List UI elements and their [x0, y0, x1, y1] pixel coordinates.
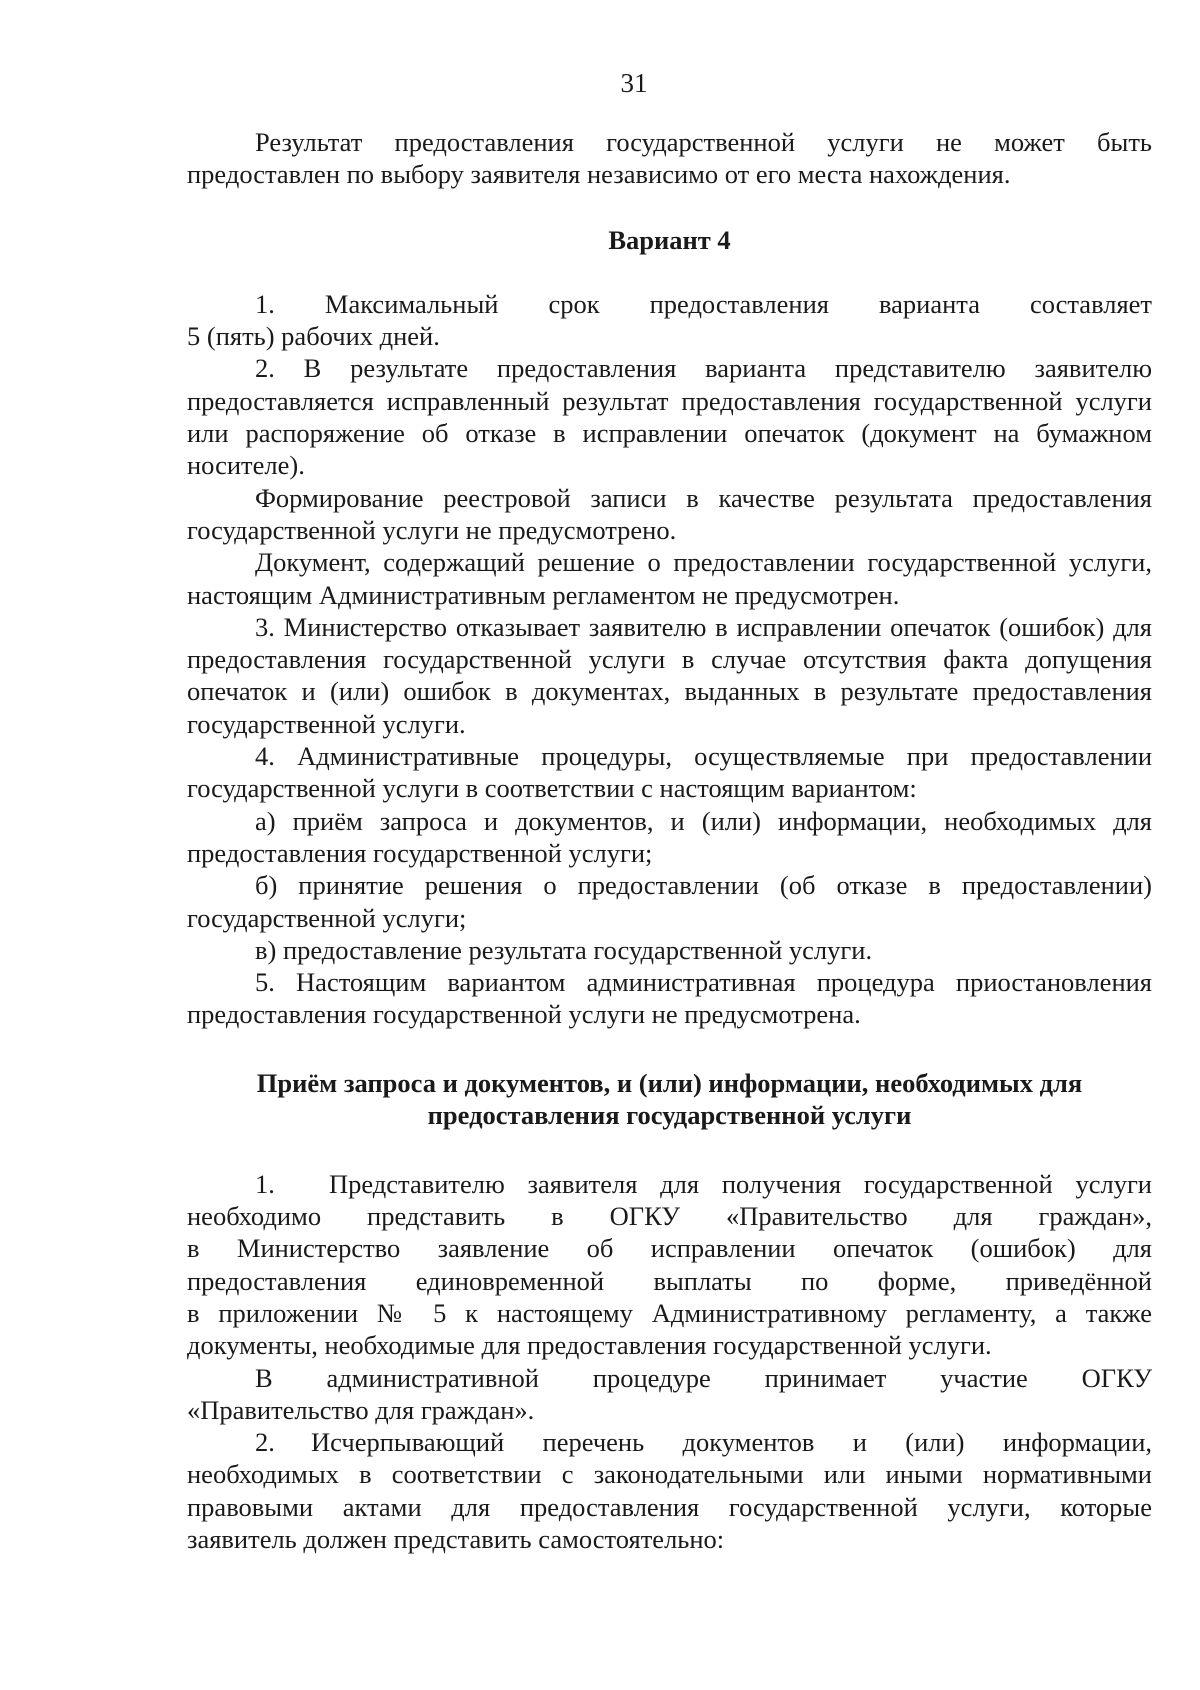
variant-subitem-v: в) предоставление результата государственной услуги. — [255, 934, 873, 965]
variant-item-1-number: 1. — [255, 288, 275, 319]
section-item-1-line-1: 1. Представителю заявителя для получения государственной услуги — [255, 1168, 1152, 1199]
section-participation-line-2: «Правительство для граждан». — [187, 1394, 535, 1425]
section-heading-line-1: Приём запроса и документов, и (или) информации, необходимых для — [256, 1067, 1083, 1098]
variant-item-4: 4. Административные процедуры, осуществляемые при предоставлении государственной услуги в соответствии с настоящим вариантом: — [187, 741, 1152, 804]
section-item-2-line-4: заявитель должен представить самостоятельно: — [187, 1523, 725, 1554]
section-item-2-line-3: правовыми актами для предоставления государственной услуги, которые — [187, 1491, 1152, 1522]
section-item-2-line-2: необходимых в соответствии с законодательными или иными нормативными — [187, 1459, 1152, 1490]
variant-item-1-line-2: 5 (пять) рабочих дней. — [187, 321, 440, 352]
section-item-1-line-2: необходимо представить в ОГКУ «Правительство для граждан», — [187, 1201, 1152, 1232]
section-item-1 — [187, 1168, 1152, 1362]
variant-item-1-line-1 — [187, 288, 1152, 320]
variant-item-2: 2. В результате предоставления варианта представителю заявителю предоставляется исправленный результат предоставления государственной услуги или распоряжение об отказе в исправлении опечаток (документ на бумажном носителе). — [187, 353, 1152, 481]
variant-item-1-text: Максимальный срок предоставления варианта составляет — [324, 288, 1152, 319]
document-body — [187, 126, 1152, 1555]
variant-item-3: 3. Министерство отказывает заявителю в исправлении опечаток (ошибок) для предоставления государственной услуги в случае отсутствия факта допущения опечаток и (или) ошибок в документах, выданных в результате предоставления государственной услуги. — [187, 611, 1152, 739]
section-heading-line-2: предоставления государственной услуги — [427, 1100, 912, 1131]
page-number: 31 — [620, 68, 648, 98]
section-item-1-number: 1. — [255, 1168, 275, 1199]
variant-paragraph-decision: Документ, содержащий решение о предоставлении государственной услуги, настоящим Административным регламентом не предусмотрен. — [187, 547, 1152, 610]
section-item-1-line-5: в приложении № 5 к настоящему Административному регламенту, а также — [187, 1297, 1152, 1328]
section-paragraph-participation — [187, 1362, 1152, 1427]
variant-item-5: 5. Настоящим вариантом административная процедура приостановления предоставления государственной услуги не предусмотрена. — [187, 967, 1152, 1030]
section-item-2 — [187, 1426, 1152, 1555]
variant-subitem-b: б) принятие решения о предоставлении (об отказе в предоставлении) государственной услуги; — [187, 870, 1152, 933]
variant-heading: Вариант 4 — [608, 224, 731, 255]
variant-paragraph-registry: Формирование реестровой записи в качестве результата предоставления государственной услуги не предусмотрено. — [187, 482, 1152, 545]
section-item-2-number: 2. — [255, 1427, 275, 1458]
section-participation-line-1: В административной процедуре принимает участие ОГКУ — [255, 1362, 1152, 1393]
section-item-1-line-6: документы, необходимые для предоставления государственной услуги. — [187, 1330, 992, 1361]
variant-item-1 — [187, 288, 1152, 353]
intro-paragraph: Результат предоставления государственной услуги не может быть предоставлен по выбору заявителя независимо от его места нахождения. — [187, 127, 1152, 190]
section-item-1-line-4: предоставления единовременной выплаты по форме, приведённой — [187, 1265, 1152, 1296]
variant-subitem-a: а) приём запроса и документов, и (или) информации, необходимых для предоставления государственной услуги; — [187, 805, 1152, 868]
section-item-2-line-1: 2. Исчерпывающий перечень документов и (или) информации, — [255, 1427, 1152, 1458]
section-item-1-line-3: в Министерство заявление об исправлении опечаток (ошибок) для — [187, 1233, 1152, 1264]
section-heading — [187, 1067, 1152, 1132]
